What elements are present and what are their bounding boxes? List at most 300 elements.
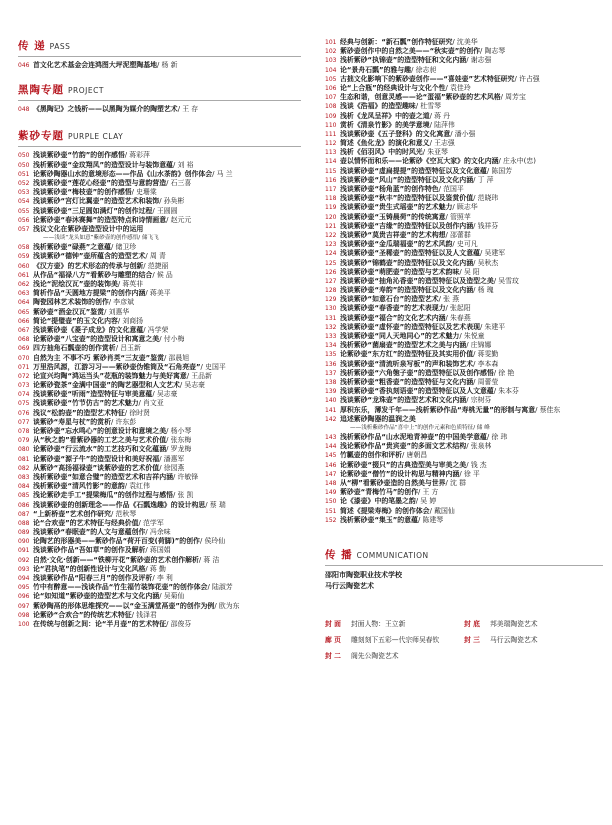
page-number: 083: [18, 473, 30, 481]
article-title: 浅析紫砂壶“集玉”的意蕴: [340, 515, 418, 524]
article-author: / 史珊棠: [131, 188, 157, 197]
page-number: 059: [18, 253, 30, 261]
article-title: 论陶艺的形器美——紫砂作品“荷开百变(荷脚)”的创作: [33, 537, 200, 546]
article-author: / 张起阳: [445, 304, 471, 313]
toc-entry: [18, 381, 301, 390]
page-number: 147: [325, 470, 337, 478]
page-number: 138: [325, 378, 337, 386]
toc-entry: [18, 289, 301, 298]
cover-text: 邦美瑞陶瓷艺术: [490, 619, 538, 628]
page-number: 079: [18, 437, 30, 445]
article-author: / 候 品: [152, 270, 173, 279]
article-title: 浅谈紫砂壶“福合”的文化艺术内涵: [340, 313, 446, 322]
article-title: 浅析紫砂作品“山水泥地青神壶”的中国美学意蕴: [340, 433, 487, 442]
cover-text: 封面人物：王立新: [351, 619, 406, 628]
toc-entry: [325, 139, 603, 148]
article-author: / 马 兰: [212, 169, 233, 178]
toc-entry: [325, 406, 603, 415]
article-title: 论紫砂壶“东方红”的造型特征及其实用价值: [340, 350, 474, 359]
article-author: / 蔡佳东: [535, 405, 561, 414]
article-author: / 张 燕: [438, 295, 460, 304]
article-title: 浅谈紫砂壶“贵生式瑶壶”的艺术魅力: [340, 203, 453, 212]
toc-entry: [325, 479, 603, 488]
article-title: 浅谈紫砂“如意石台”的造型艺术: [340, 295, 439, 304]
article-author: / 吴 阳: [459, 267, 480, 276]
toc-entry: [325, 360, 603, 369]
article-title: 浅析紫砂壶“金玟翔凤”的造型设计与装饰意蕴: [33, 160, 173, 169]
page-number: 151: [325, 507, 337, 515]
toc-entry: [325, 350, 603, 359]
article-author: / 蒋 勤: [145, 564, 166, 573]
article-author: / 吴建军: [479, 249, 506, 258]
cover-text: 阁先公陶瓷艺术: [351, 651, 399, 660]
article-title: 浅谈紫砂作品“吾如草”的创作及解析: [33, 546, 146, 555]
page-number: 068: [18, 336, 30, 344]
article-title: 浅议“松韵壶”的造型艺术特征: [33, 408, 125, 417]
article-author: / 蒋雯勤: [473, 350, 499, 359]
section-title: 传 播: [325, 548, 353, 561]
article-title: 浅谈紫砂壶“莲花心经壶”的造型与意韵营造: [33, 178, 167, 187]
article-title: 赏析《清泉竹影》的美学意境: [340, 120, 430, 129]
page-number: 095: [18, 584, 30, 592]
article-author: / 丁 萍: [473, 175, 494, 184]
page-number: 077: [18, 418, 30, 426]
page-number: 090: [18, 538, 30, 546]
page-number: 116: [325, 176, 337, 184]
article-author: / 沈 群: [445, 479, 467, 487]
article-title: 浅析紫砂“执锦壶”的造型特征和文化内涵: [340, 56, 467, 65]
page-number: 067: [18, 326, 30, 334]
page-number: 119: [325, 204, 337, 212]
toc-entry: [18, 298, 301, 307]
page-number: 128: [325, 287, 337, 295]
article-author: / 石三喜: [166, 178, 192, 187]
page-number: 117: [325, 186, 337, 193]
page-number: 139: [325, 388, 337, 396]
article-author: / 冯学荣: [143, 325, 169, 334]
toc-entry: [325, 387, 603, 396]
page-number: 113: [325, 149, 337, 157]
page-number: 093: [18, 565, 30, 573]
article-title: 简析作品“天圆地方提梁”的创作内涵: [33, 289, 146, 298]
page-number: 115: [325, 167, 337, 175]
article-title: 浅谈紫砂壶“香执刻语壶”的造型特征以及人文意蕴: [340, 387, 494, 396]
article-title: 浅谈紫砂壶“三足圆如满灯”的创作过程: [33, 206, 153, 215]
article-title: 论“合欢壶”的艺术特征与经典价值: [33, 518, 139, 527]
toc-entry: [325, 378, 603, 387]
toc-entry: [325, 84, 603, 93]
article-title: 论紫砂“合欢合”的传统艺术特征: [33, 610, 132, 619]
article-author: / 吴菊仙: [159, 592, 185, 601]
page-number: 137: [325, 369, 337, 377]
page-number: 122: [325, 231, 337, 239]
article-title: 论紫砂壶“春沐赛舞”的造型特点和诗情画意: [33, 215, 167, 224]
article-author: / 潘小强: [450, 129, 476, 138]
page-number: 136: [325, 360, 337, 368]
article-author: / 蒋 洁: [198, 555, 220, 564]
article-author: / 周蕾莹: [473, 377, 499, 386]
toc-entry: [325, 332, 603, 341]
toc-entry: [18, 262, 301, 271]
article-author: / 钱泽君: [131, 610, 157, 619]
article-title: 浅谈紫砂壶“同人天地同心”的艺术魅力: [340, 332, 460, 340]
article-title: 论紫砂壶“行云流水”的工艺技巧和文化蕴涵: [33, 445, 167, 454]
page-number: 145: [325, 452, 337, 460]
article-author: / 欧为东: [214, 601, 240, 610]
page-number: 143: [325, 434, 337, 442]
toc-entry: [18, 464, 301, 473]
page-number: 101: [325, 39, 337, 46]
article-title: 竹中有醉意——浅谈作品“竹生福竹装饰花壶”的创作体会: [33, 583, 208, 592]
toc-entry: [325, 167, 603, 176]
article-title: 浅析《龙凤呈祥》中的壶之道: [340, 111, 430, 120]
toc-entry: [325, 286, 603, 295]
toc-entry: [325, 314, 603, 323]
article-author: / 沈美华: [452, 38, 478, 46]
toc-entry: [325, 102, 603, 111]
article-title: 谈紫砂“寿星与杖”的赏析: [33, 417, 111, 426]
page-number: 074: [18, 391, 30, 399]
article-author: / 周 青: [145, 252, 166, 261]
article-author: / 刘 裕: [172, 160, 194, 169]
article-author: / 管照苹: [445, 212, 471, 221]
article-author: / 王志强: [429, 139, 455, 148]
article-title: 浅析紫砂壶“如意合璧”的造型艺术和吉祥内涵: [33, 472, 173, 481]
page-number: 063: [18, 290, 30, 298]
page-number: 078: [18, 428, 30, 435]
page-number: 121: [325, 222, 337, 230]
toc-entry: [18, 491, 301, 500]
article-title: 浅论“泥绘汉瓦”壶的装饰美: [33, 280, 118, 288]
article-author: / 王 存: [177, 105, 199, 114]
page-number: 086: [18, 501, 30, 509]
article-title: 浅论紫砂作品“贵宾壶”的多面文艺术结构: [340, 442, 467, 451]
article-author: / 蒋美平: [145, 289, 171, 298]
article-author: / 庄锦娜: [466, 341, 492, 350]
section-title-en: PURPLE CLAY: [68, 132, 124, 142]
page-number: 051: [18, 170, 30, 178]
page-number: 084: [18, 483, 30, 491]
section-title-en: PROJECT: [68, 86, 104, 96]
article-author: / 范国平: [438, 185, 464, 193]
page-number: 131: [325, 314, 337, 322]
toc-entry: [325, 442, 603, 451]
toc-entry: [325, 66, 603, 75]
toc-entry: [325, 148, 603, 157]
article-title: 厚积东乐，薄发千年——浅析紫砂作品“寿桃无量”的形制与寓意: [340, 405, 536, 414]
article-author: / 邵蕾群: [445, 230, 471, 239]
article-author: / 邵俊芬: [166, 619, 192, 628]
toc-entry: [325, 470, 603, 479]
toc-entry: [325, 249, 603, 258]
article-author: / 储 峰: [473, 424, 490, 431]
divider: [325, 565, 603, 566]
article-title: 简述《鱼化龙》的演化和意义: [340, 139, 430, 148]
article-author: / 刘惠华: [104, 307, 130, 316]
article-title: 浅谈紫砂“龙珠壶”的造型艺术和文化内涵: [340, 396, 467, 405]
toc-entry: [18, 565, 301, 574]
article-author: / 张东梅: [166, 436, 192, 445]
page-number: 152: [325, 516, 337, 524]
toc-entry: [325, 323, 603, 332]
page-number: 129: [325, 296, 337, 304]
article-title: 浅析紫砂壶“清风竹影”的意韵: [33, 482, 125, 491]
page-number: 100: [18, 620, 30, 628]
article-title: 浅谈紫砂壶“风山”的造型特征以及文化内涵: [340, 175, 474, 184]
page-number: 105: [325, 75, 337, 83]
toc-entry: [325, 396, 603, 405]
toc-entry: [325, 240, 603, 249]
article-title: 自然为主 不事不巧 紫砂肖英“三友壶”鉴赏: [33, 353, 164, 362]
cover-row: [325, 632, 603, 648]
article-title: 浅谈紫砂壶“虚扁提提”的造型特征以及文化意蕴: [340, 166, 487, 175]
toc-entry: [325, 488, 603, 497]
page-number: 112: [325, 140, 337, 148]
article-author: / 张 凯: [172, 491, 194, 500]
article-author: / 李彦斌: [108, 298, 134, 307]
article-author: / 史国平: [200, 362, 226, 371]
page-number: 102: [325, 48, 337, 56]
toc-entry: [18, 335, 301, 344]
article-title: 简述《提梁寿梅》的创作体会: [340, 506, 430, 515]
article-author: / 蒋 丹: [429, 111, 451, 120]
article-author: / 孙奂彬: [159, 197, 185, 206]
article-title: 论宣兴均陶“鸿运当头”花瓶的装饰魅力与美好寓意: [33, 371, 187, 380]
article-author: / 徐 平: [459, 469, 480, 478]
toc-entry: [18, 473, 301, 482]
article-author: / 袁红伟: [124, 482, 150, 491]
article-author: / 周芳宝: [500, 93, 526, 102]
divider: [18, 56, 301, 57]
page-number: 149: [325, 489, 337, 497]
toc-entry: [18, 363, 301, 372]
communication-line: 马行云陶瓷艺术: [325, 581, 374, 590]
cover-row: [325, 648, 603, 664]
toc-entry: [18, 271, 301, 280]
article-author: / 陈建琴: [417, 515, 444, 524]
page-number: 075: [18, 400, 30, 408]
article-title: 浅谈紫砂壶“秋丰”的造型特征以及鉴赏价值: [340, 194, 474, 203]
article-title: 浅谈紫砂“莫贵吉祥壶”的艺术构想: [340, 230, 446, 239]
page-number: 106: [325, 84, 337, 92]
page-number: 069: [18, 345, 30, 353]
article-author: / 吴志豪: [152, 390, 178, 399]
section-title: 传 递: [18, 40, 46, 52]
article-author: / 储飞飞: [138, 235, 159, 242]
article-author: / 王圆圆: [152, 206, 178, 215]
article-author: / 王品新: [186, 371, 212, 380]
toc-entry: [18, 188, 301, 197]
article-author: / 付小梅: [159, 335, 185, 344]
cover-credits: [325, 616, 603, 664]
article-author: / 罗龙梅: [166, 445, 192, 454]
divider: [18, 146, 301, 147]
article-title: 浅论紫砂走手工“提梁梅瓜”的创作过程与感悟: [33, 491, 173, 500]
page-number: 132: [325, 323, 337, 331]
article-author: / 徐志昶: [411, 65, 437, 74]
page-number: 066: [18, 317, 30, 325]
page-number: 056: [18, 216, 30, 224]
article-title: 论紫砂壶“僧竹”的设计构思与精神内涵: [340, 469, 460, 478]
communication-line: 邵阳市陶瓷职业技术学校: [325, 570, 402, 579]
article-title: 紫砂壶“酒金汉瓦”鉴赏: [33, 307, 105, 316]
page-number: 064: [18, 299, 30, 307]
toc-entry: [325, 277, 603, 286]
toc-entry: [18, 501, 301, 510]
toc-entry: [18, 207, 301, 216]
section-title-en: COMMUNICATION: [356, 550, 429, 560]
article-title: 浅析紫砂壶“粗香壶”的造型特征与文化内涵: [340, 377, 474, 386]
page-number: 080: [18, 446, 30, 454]
article-title: 浅议文化在紫砂壶造型设计中的运用: [33, 224, 144, 233]
toc-entry: [325, 176, 603, 185]
page-number: 070: [18, 354, 30, 362]
toc-entry: [18, 326, 301, 335]
page-number: 109: [325, 112, 337, 120]
article-title: 浅谈紫砂壶“听雨”造型特征与审美意蕴: [33, 390, 153, 399]
page-number: 104: [325, 66, 337, 74]
article-author: / 范秋琴: [110, 509, 137, 518]
article-author: / 徐 艳: [493, 368, 515, 377]
page-number: 050: [18, 152, 30, 160]
page-number: 103: [325, 57, 337, 65]
article-title: 浅谈紫砂壶“金瓜瑞福壶”的艺术风韵: [340, 240, 453, 249]
toc-entry: [18, 372, 301, 381]
toc-entry: [18, 528, 301, 537]
article-title: 追述紫砂陶器的温润之美: [340, 414, 416, 423]
article-title: 论紫砂陶器山水的意境形态——作品《山水茶韵》创作体会: [33, 169, 213, 178]
article-author: / 陆萍伟: [429, 120, 455, 129]
article-title: 万里浩风源，江游习习——紫砂壶伪锥筒及“石角亮壶”: [33, 362, 201, 371]
page-number: 046: [18, 62, 30, 69]
page-number: 142: [325, 415, 337, 423]
page-number: 089: [18, 529, 30, 537]
toc-entry: [18, 510, 301, 519]
article-title: 浅谈紫砂壶“吉缘”的造型特征以及创作内涵: [340, 221, 474, 230]
toc-entry: [18, 574, 301, 583]
page-number: 053: [18, 189, 30, 197]
article-title: 从作品“福禄八方”看紫砂与雕塑的结合: [33, 270, 153, 279]
article-author: / 蒋彩萍: [124, 151, 150, 160]
article-author: / 侯玲仙: [199, 537, 226, 546]
page-number: 096: [18, 593, 30, 601]
article-author: / 许东彭: [110, 417, 137, 426]
toc-entry: [18, 179, 301, 188]
page-number: 072: [18, 372, 30, 380]
toc-entry: [325, 295, 603, 304]
toc-entry: [325, 93, 603, 102]
article-author: / 宗树芬: [466, 396, 492, 405]
page-number: 094: [18, 575, 30, 582]
section-purple-clay: [18, 128, 301, 629]
page-number: 150: [325, 498, 337, 506]
section-communication: [325, 547, 603, 592]
toc-entry: [18, 399, 301, 408]
article-author: / 朱本芬: [493, 387, 519, 396]
article-title: ——浅谈“龙头如意”紫砂壶的创作感悟: [43, 235, 139, 242]
toc-entry: [18, 445, 301, 454]
page-number: 091: [18, 547, 30, 555]
toc-entry: [18, 482, 301, 491]
toc-entry: [18, 409, 301, 418]
article-title: 经典与创新：“新石瓢”创作特征研究: [340, 38, 453, 46]
article-title: 从“柳”看紫砂壶造的自然美与世界: [340, 479, 446, 487]
page-number: 130: [325, 305, 337, 313]
toc-entry: [325, 231, 603, 240]
toc-entry: [325, 304, 603, 313]
article-author: / 钱祥芬: [473, 221, 499, 230]
article-title: 论“上合瓶”的经典设计与文化个性: [340, 83, 446, 92]
toc-entry: [18, 354, 301, 363]
page-number: 054: [18, 198, 30, 206]
page-number: 057: [18, 225, 30, 233]
page-number: 061: [18, 271, 30, 279]
toc-entry: [18, 280, 301, 289]
page-number: 120: [325, 213, 337, 221]
article-title: 浅谈紫砂壶“玉铸晨荷”的传统寓意: [340, 212, 446, 221]
page-number: 114: [325, 158, 337, 166]
toc-entry: [18, 317, 301, 326]
toc-entry: [325, 121, 603, 130]
article-author: / 王 方: [417, 488, 439, 497]
article-title: 论紫砂壶“忘水鸣心”的创意设计和意境之美: [33, 427, 167, 435]
article-author: / 赵元元: [166, 215, 192, 224]
article-author: / 潘惠军: [159, 454, 185, 463]
article-author: / 张泉林: [466, 442, 492, 451]
page-number: 092: [18, 556, 30, 564]
article-title: 浅谈紫砂壶“春香壶”的艺术表现力: [340, 304, 446, 313]
toc-entry: [18, 225, 301, 234]
article-title: 简论“提璧壶”的玉文化内容: [33, 316, 118, 325]
toc-entry: [18, 556, 301, 565]
page-number: 081: [18, 455, 30, 463]
toc-entry: [18, 197, 301, 206]
article-title: 论“君执笔”的创新性设计与文化风格: [33, 564, 146, 573]
article-author: / 唐朝昌: [402, 451, 428, 460]
article-title: 壶以情怀而和乐——论紫砂《空瓦大家》的文化内涵: [340, 157, 499, 166]
article-title: 紫砂壶创作中的自然之美——“秋实壶”的创作: [340, 47, 480, 56]
cover-text: 马行云陶瓷艺术: [490, 635, 538, 644]
page-number: 148: [325, 480, 337, 487]
page-number: 062: [18, 281, 30, 288]
cover-text: 雕刻刻下五彩—代宗师吴春钦: [351, 635, 440, 644]
page-number: 058: [18, 244, 30, 252]
article-title: 浅谈紫砂壶“抽角沁香壶”的造型特征以及造型之美: [340, 276, 494, 285]
article-title: 论“景舟石瓢”的雅与趣: [340, 65, 412, 74]
left-column: [18, 0, 301, 629]
toc-entry: [18, 455, 301, 464]
toc-entry: [325, 516, 603, 525]
article-author: / 吴雪玟: [493, 276, 519, 285]
page-number: 088: [18, 519, 30, 527]
page-number: 126: [325, 268, 337, 276]
page-number: 134: [325, 342, 337, 350]
article-title: 浅谈《浩福》的造型趣味: [340, 102, 416, 111]
article-author: / 戴国仙: [429, 506, 455, 515]
page-number: 085: [18, 492, 30, 500]
article-author: / 袁佳玲: [445, 83, 471, 92]
article-author: / 李本森: [473, 359, 499, 368]
article-author: / 杨小琴: [166, 427, 192, 435]
article-author: / 朱春燕: [445, 313, 471, 322]
page-number: 127: [325, 277, 337, 285]
article-title: 论紫砂壶“八宝壶”的造型设计和寓意之美: [33, 335, 160, 344]
article-author: / 庄永中(忠): [498, 157, 536, 166]
right-column: [325, 0, 603, 664]
toc-entry: [18, 418, 301, 427]
article-title: 古拙文化影响下的紫砂壶创作——“喜娃壶”艺术特征研究: [340, 74, 515, 83]
toc-entry: [18, 308, 301, 317]
